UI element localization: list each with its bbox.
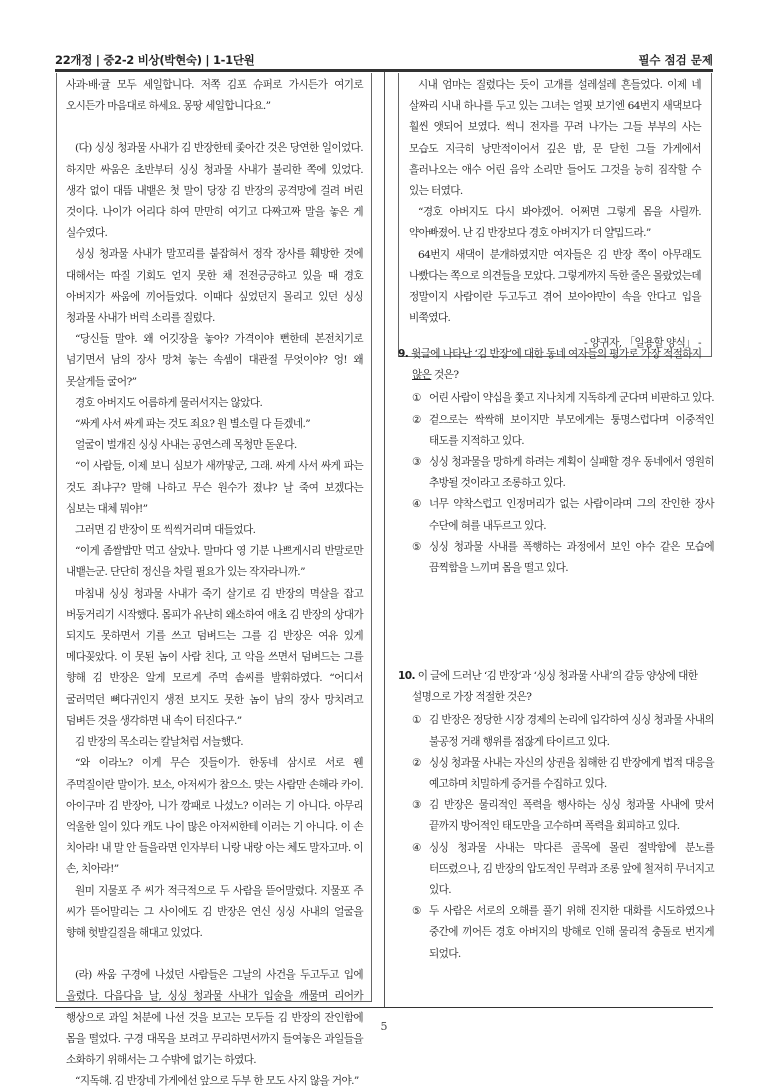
right-box-paragraph: “경호 아버지도 다시 봐야겠어. 어쩌면 그렇게 몸을 사릴까. 약아빠졌어. 난 김 반장보다 경호 아버지가 더 얄밉드라.” — [409, 206, 701, 240]
passage-right-paragraphs — [409, 75, 701, 329]
option-number: ⑤ — [412, 905, 421, 918]
question-10 — [398, 666, 714, 965]
left-column-paragraph: “당신들 말야. 왜 어깃장을 놓아? 가격이야 뻔한데 본전치기로 넘기면서 남의 장사 망쳐 놓는 속셈이 대관절 무엇이야? 엉! 왜 못살게들 굴어?” — [66, 333, 363, 388]
question-10-option-5[interactable] — [398, 901, 714, 965]
question-10-option-4[interactable] — [398, 838, 714, 902]
left-column-paragraph: “이 사람들, 이제 보니 심보가 새까맣군, 그래. 싸게 사서 싸게 파는 것도 죄냐구? 말해 나하고 무슨 원수가 졌냐? 날 죽여 보겠다는 심보는 대체 뭐야!” — [66, 460, 363, 515]
left-column-paragraph: “지독해. 김 반장네 가게에선 앞으로 두부 한 모도 사지 않을 거야.” — [75, 1075, 359, 1088]
question-9-option-3[interactable] — [398, 452, 714, 494]
left-column-paragraph: “싸게 사서 싸게 파는 것도 죄요? 원 별소릴 다 듣겠네.” — [75, 418, 311, 431]
left-column-paragraph: 경호 아버지도 어름하게 물러서지는 않았다. — [75, 396, 263, 409]
right-box-paragraph: 64번지 새댁이 분개하였지만 여자들은 김 반장 쪽이 아무래도 나빴다는 쪽으로 의견들을 모았다. 그렇게까지 독한 줄은 몰랐었는데 정말이지 사람이란 두고두고 겪어 보아야만이 속을 안다고 입을 비쭉였다. — [409, 248, 701, 325]
option-text: 싱싱 청과물 사내는 막다른 골목에 몰린 절박함에 분노를 터뜨렸으나, 김 반장의 압도적인 무력과 조롱 앞에 철저히 무너지고 있다. — [429, 841, 715, 897]
option-text: 너무 약착스럽고 인정머리가 없는 사람이라며 그의 잔인한 장사 수단에 혀를 내두르고 있다. — [429, 498, 714, 532]
left-column-paragraph: 원미 지물포 주 씨가 적극적으로 두 사람을 뜯어말렸다. 지물포 주 씨가 뜯어말리는 그 사이에도 김 반장은 연신 싱싱 사내의 얼굴을 향해 헛발길질을 해대고 있었다. — [66, 884, 363, 939]
left-column-paragraph: 김 반장의 목소리는 칼날처럼 서늘했다. — [75, 736, 243, 749]
option-text: 겉으로는 싹싹해 보이지만 부모에게는 퉁명스럽다며 이중적인 태도를 지적하고 있다. — [429, 413, 714, 447]
option-number: ③ — [412, 799, 421, 812]
left-column-paragraph: 얼굴이 벌개진 싱싱 사내는 공연스레 목청만 돋운다. — [75, 439, 297, 452]
paragraph-gap — [66, 944, 363, 965]
header-section-title: 필수 점검 문제 — [638, 53, 713, 67]
option-number: ③ — [412, 456, 421, 469]
question-9-options — [398, 388, 714, 579]
left-column-paragraph: 사과·배·귤 모두 세일합니다. 저쪽 김포 슈퍼로 가시든가 여기로 오시든가 마음대로 하세요. 몽땅 세일합니다요.” — [66, 79, 363, 113]
question-9-stem-text: 윗글에 나타난 ‘김 반장’에 대한 동네 여자들의 평가로 가장 적절하지 — [410, 348, 702, 360]
question-10-stem — [398, 666, 714, 708]
right-box-paragraph: 시내 엄마는 질렸다는 듯이 고개를 설레설레 흔들었다. 이제 네 살짜리 시내 하나를 두고 있는 그녀는 얼핏 보기엔 64번지 새댁보다 훨씬 앳되어 보였다. 썩니 전자를 꾸려 나가는 그들 부부의 사는 모습도 지극히 낭만적이어서 깊은 밤, 문 닫힌 그들 가게에서 흘러나오는 애수 어린 음악 소리만 들어도 그것을 능히 짐작할 수 있는 터였다. — [409, 79, 701, 198]
question-9-stem — [398, 344, 714, 386]
left-column-paragraph: 싱싱 청과물 사내가 말꼬리를 붙잡혀서 정작 장사를 훼방한 것에 대해서는 따질 기회도 얻지 못한 채 전전긍긍하고 있을 때 경호 아버지가 싸움에 끼어들었다. 이때다 싶었던지 몰리고 있던 싱싱 청과물 사내가 버럭 소리를 질렀다. — [66, 248, 363, 325]
question-10-option-3[interactable] — [398, 795, 714, 837]
question-9-underlined-word: 않은 — [412, 369, 432, 382]
question-9-option-4[interactable] — [398, 494, 714, 536]
question-9-number: 9. — [398, 348, 409, 360]
left-column-paragraph: (라) 싸움 구경에 나섰던 사람들은 그날의 사건을 두고두고 입에 올렸다. 다음다음 날, 싱싱 청과물 사내가 입술을 깨물며 리어카 행상으로 과일 처분에 나선 것을 보고는 모두들 김 반장의 잔인함에 몸을 떨었다. 구경 대목을 보려고 무리하면서까지 들여놓은 과일들을 소화하기 위해서는 그 수밖에 없기는 하였다. — [66, 969, 363, 1066]
column-divider — [384, 72, 385, 1007]
option-number: ② — [412, 413, 421, 426]
question-9-option-5[interactable] — [398, 537, 714, 579]
option-number: ① — [412, 392, 421, 405]
option-text: 김 반장은 정당한 시장 경제의 논리에 입각하여 싱싱 청과물 사내의 불공정 거래 행위를 점잖게 타이르고 있다. — [429, 714, 715, 748]
passage-left-column — [56, 73, 372, 1088]
option-text: 김 반장은 물리적인 폭력을 행사하는 싱싱 청과물 사내에 맞서 끝까지 방어적인 태도만을 고수하며 폭력을 회피하고 있다. — [429, 799, 714, 833]
left-column-paragraph: “이게 좀쌀밥만 먹고 살았나. 말마다 영 기분 나쁘게시리 반말로만 내뱉는군. 단단히 정신을 차릴 필요가 있는 작자라니까.” — [66, 545, 363, 579]
option-number: ② — [412, 756, 421, 769]
passage-source: - 양귀자, 「일용할 양식」 - — [584, 337, 701, 350]
option-text: 두 사람은 서로의 오해를 풀기 위해 진지한 대화를 시도하였으나 중간에 끼어든 경호 아버지의 방해로 인해 물리적 충돌로 번지게 되었다. — [429, 905, 714, 960]
question-10-stem-text: 이 글에 드러난 ‘김 반장’과 ‘싱싱 청과물 사내’의 갈등 양상에 대한 설명으로 가장 적절한 것은? — [412, 670, 698, 704]
question-9 — [398, 344, 714, 579]
option-text: 싱싱 청과물을 망하게 하려는 계획이 실패할 경우 동네에서 영원히 추방될 것이라고 조롱하고 있다. — [429, 456, 714, 490]
header-course-info: 22개정 | 중2-2 비상(박현숙) | 1-1단원 — [55, 53, 255, 67]
passage-right-box — [398, 73, 712, 357]
option-number: ① — [412, 714, 421, 727]
question-9-option-1[interactable] — [398, 388, 714, 409]
left-column-paragraph: “와 이라노? 이게 무슨 짓들이가. 한동네 삼시로 서로 웬 주먹질이란 말이가. 보소, 아저씨가 참으소. 맞는 사람만 손해라 카이. 아이구마 김 반장아, 니가 깡패로 나섰노? 이러는 기 아니다. 아무리 억울한 일이 있다 캐도 나이 많은 아저씨한테 이러는 기 아니다. 이 손 치아라! 내 말 안 들을라면 인자부터 니랑 내랑 아는 체도 말자고마. 이 손, 치아라!” — [66, 757, 363, 876]
page-number: 5 — [380, 1020, 388, 1033]
question-10-option-2[interactable] — [398, 753, 714, 795]
option-number: ④ — [412, 841, 421, 854]
paragraph-gap — [66, 117, 363, 138]
question-9-stem-end: 것은? — [431, 369, 459, 382]
option-number: ⑤ — [412, 540, 421, 553]
left-column-paragraph: 그러면 김 반장이 또 씩씩거리며 대들었다. — [75, 524, 256, 537]
question-10-number: 10. — [398, 670, 415, 682]
question-10-option-1[interactable] — [398, 710, 714, 752]
footer-rule — [55, 1007, 713, 1008]
option-text: 어린 사람이 약십을 쫓고 지나치게 지독하게 군다며 비판하고 있다. — [429, 392, 715, 405]
question-10-options — [398, 710, 714, 964]
option-number: ④ — [412, 498, 421, 511]
left-column-paragraph: 마침내 싱싱 청과물 사내가 죽기 살기로 김 반장의 멱살을 잡고 버둥거리기 시작했다. 몸피가 유난히 왜소하여 애초 김 반장의 상대가 되지도 못하면서 기를 쓰고 덤벼드는 그를 김 반장은 여유 있게 메다꽂았다. 이 못된 놈이 사람 친다, 고 악을 쓰면서 덤벼드는 그를 향해 김 반장은 알게 모르게 주먹 솜씨를 발휘하였다. “어디서 굴러먹던 뼈다귀인지 생전 보지도 못한 놈이 남의 장사 망치려고 덤벼든 것을 생각하면 내 속이 터진다구.” — [66, 587, 363, 727]
left-column-paragraph: (다) 싱싱 청과물 사내가 김 반장한테 좇아간 것은 당연한 일이었다. 하지만 싸움은 초반부터 싱싱 청과물 사내가 불리한 쪽에 있었다. 생각 없이 대뜸 내뱉은 첫 말이 당장 김 반장의 공격망에 걸려 버린 것이다. 나이가 어리다 하여 만만히 여기고 다짜고짜 말을 놓은 게 실수였다. — [66, 142, 363, 240]
option-text: 싱싱 청과물 사내를 폭행하는 과정에서 보인 야수 같은 모습에 끔찍함을 느끼며 몸을 떨고 있다. — [429, 540, 714, 575]
question-9-option-2[interactable] — [398, 410, 714, 452]
option-text: 싱싱 청과물 사내는 자신의 상권을 침해한 김 반장에게 법적 대응을 예고하며 치밀하게 증거를 수집하고 있다. — [429, 756, 715, 791]
